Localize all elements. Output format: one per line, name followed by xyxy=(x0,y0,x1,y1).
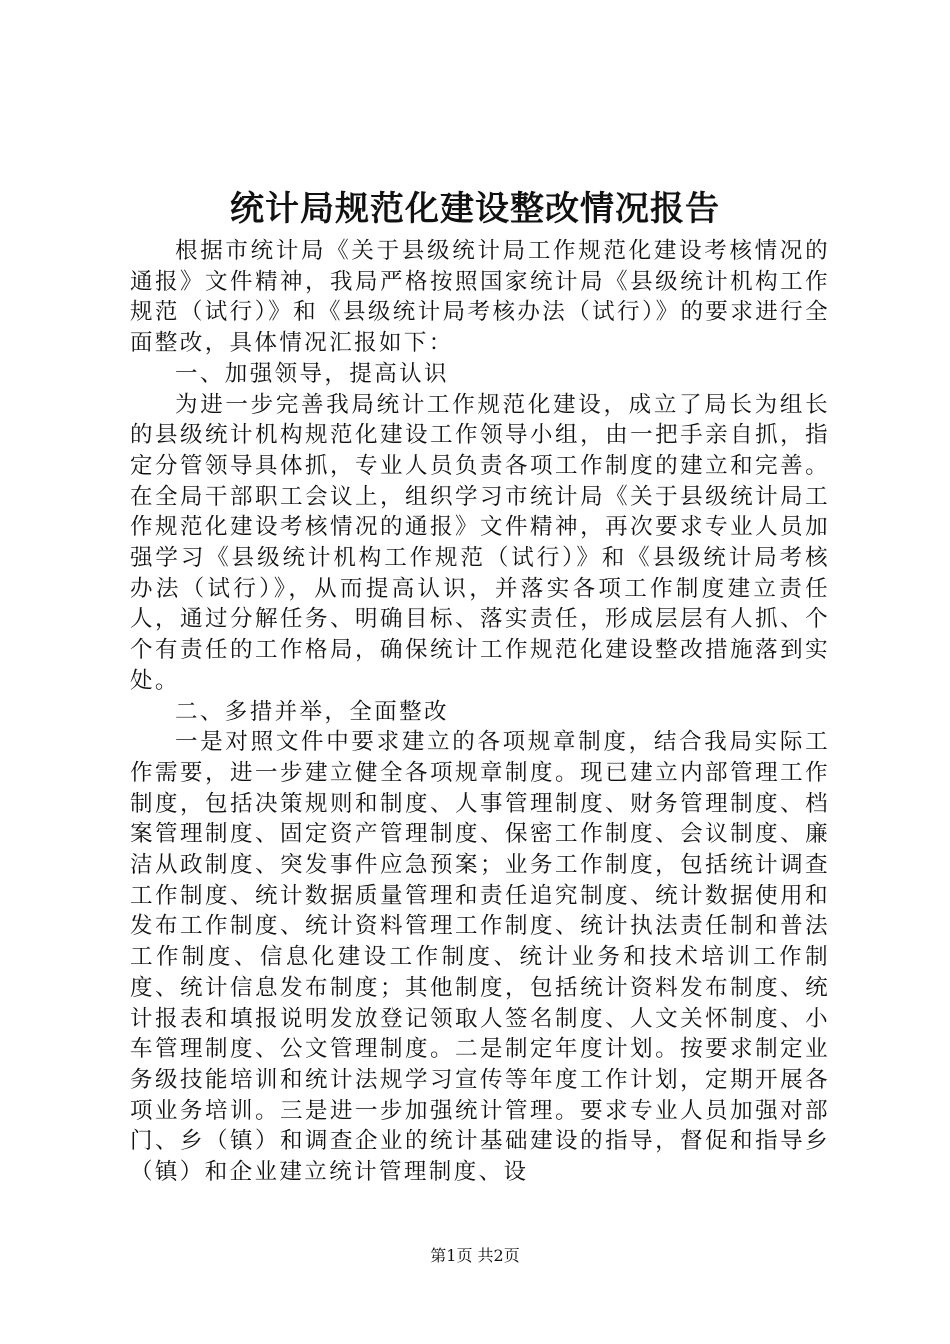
section-1-paragraph: 为进一步完善我局统计工作规范化建设，成立了局长为组长的县级统计机构规范化建设工作领导小组，由一把手亲自抓，指定分管领导具体抓，专业人员负责各项工作制度的建立和完善。在全局干部职工会议上，组织学习市统计局《关于县级统计局工作规范化建设考核情况的通报》文件精神，再次要求专业人员加强学习《县级统计机构工作规范（试行）》和《县级统计局考核办法（试行）》，从而提高认识，并落实各项工作制度建立责任人，通过分解任务、明确目标、落实责任，形成层层有人抓、个个有责任的工作格局，确保统计工作规范化建设整改措施落到实处。 xyxy=(130,391,830,694)
section-heading-1: 一、加强领导，提高认识 xyxy=(175,360,449,387)
section-heading-2: 二、多措并举，全面整改 xyxy=(175,698,449,725)
section-2-paragraph: 一是对照文件中要求建立的各项规章制度，结合我局实际工作需要，进一步建立健全各项规章制度。现已建立内部管理工作制度，包括决策规则和制度、人事管理制度、财务管理制度、档案管理制度、固定资产管理制度、保密工作制度、会议制度、廉洁从政制度、突发事件应急预案；业务工作制度，包括统计调查工作制度、统计数据质量管理和责任追究制度、统计数据使用和发布工作制度、统计资料管理工作制度、统计执法责任制和普法工作制度、信息化建设工作制度、统计业务和技术培训工作制度、统计信息发布制度；其他制度，包括统计资料发布制度、统计报表和填报说明发放登记领取人签名制度、人文关怀制度、小车管理制度、公文管理制度。二是制定年度计划。按要求制定业务级技能培训和统计法规学习宣传等年度工作计划，定期开展各项业务培训。三是进一步加强统计管理。要求专业人员加强对部门、乡（镇）和调查企业的统计基础建设的指导，督促和指导乡（镇）和企业建立统计管理制度、设 xyxy=(130,729,830,1186)
document-body xyxy=(130,236,830,1188)
document-title: 统计局规范化建设整改情况报告 xyxy=(230,189,720,229)
page-footer: 第1页 共2页 xyxy=(430,1246,520,1265)
intro-paragraph: 根据市统计局《关于县级统计局工作规范化建设考核情况的通报》文件精神，我局严格按照国家统计局《县级统计机构工作规范（试行）》和《县级统计局考核办法（试行）》的要求进行全面整改，具体情况汇报如下： xyxy=(130,238,830,357)
